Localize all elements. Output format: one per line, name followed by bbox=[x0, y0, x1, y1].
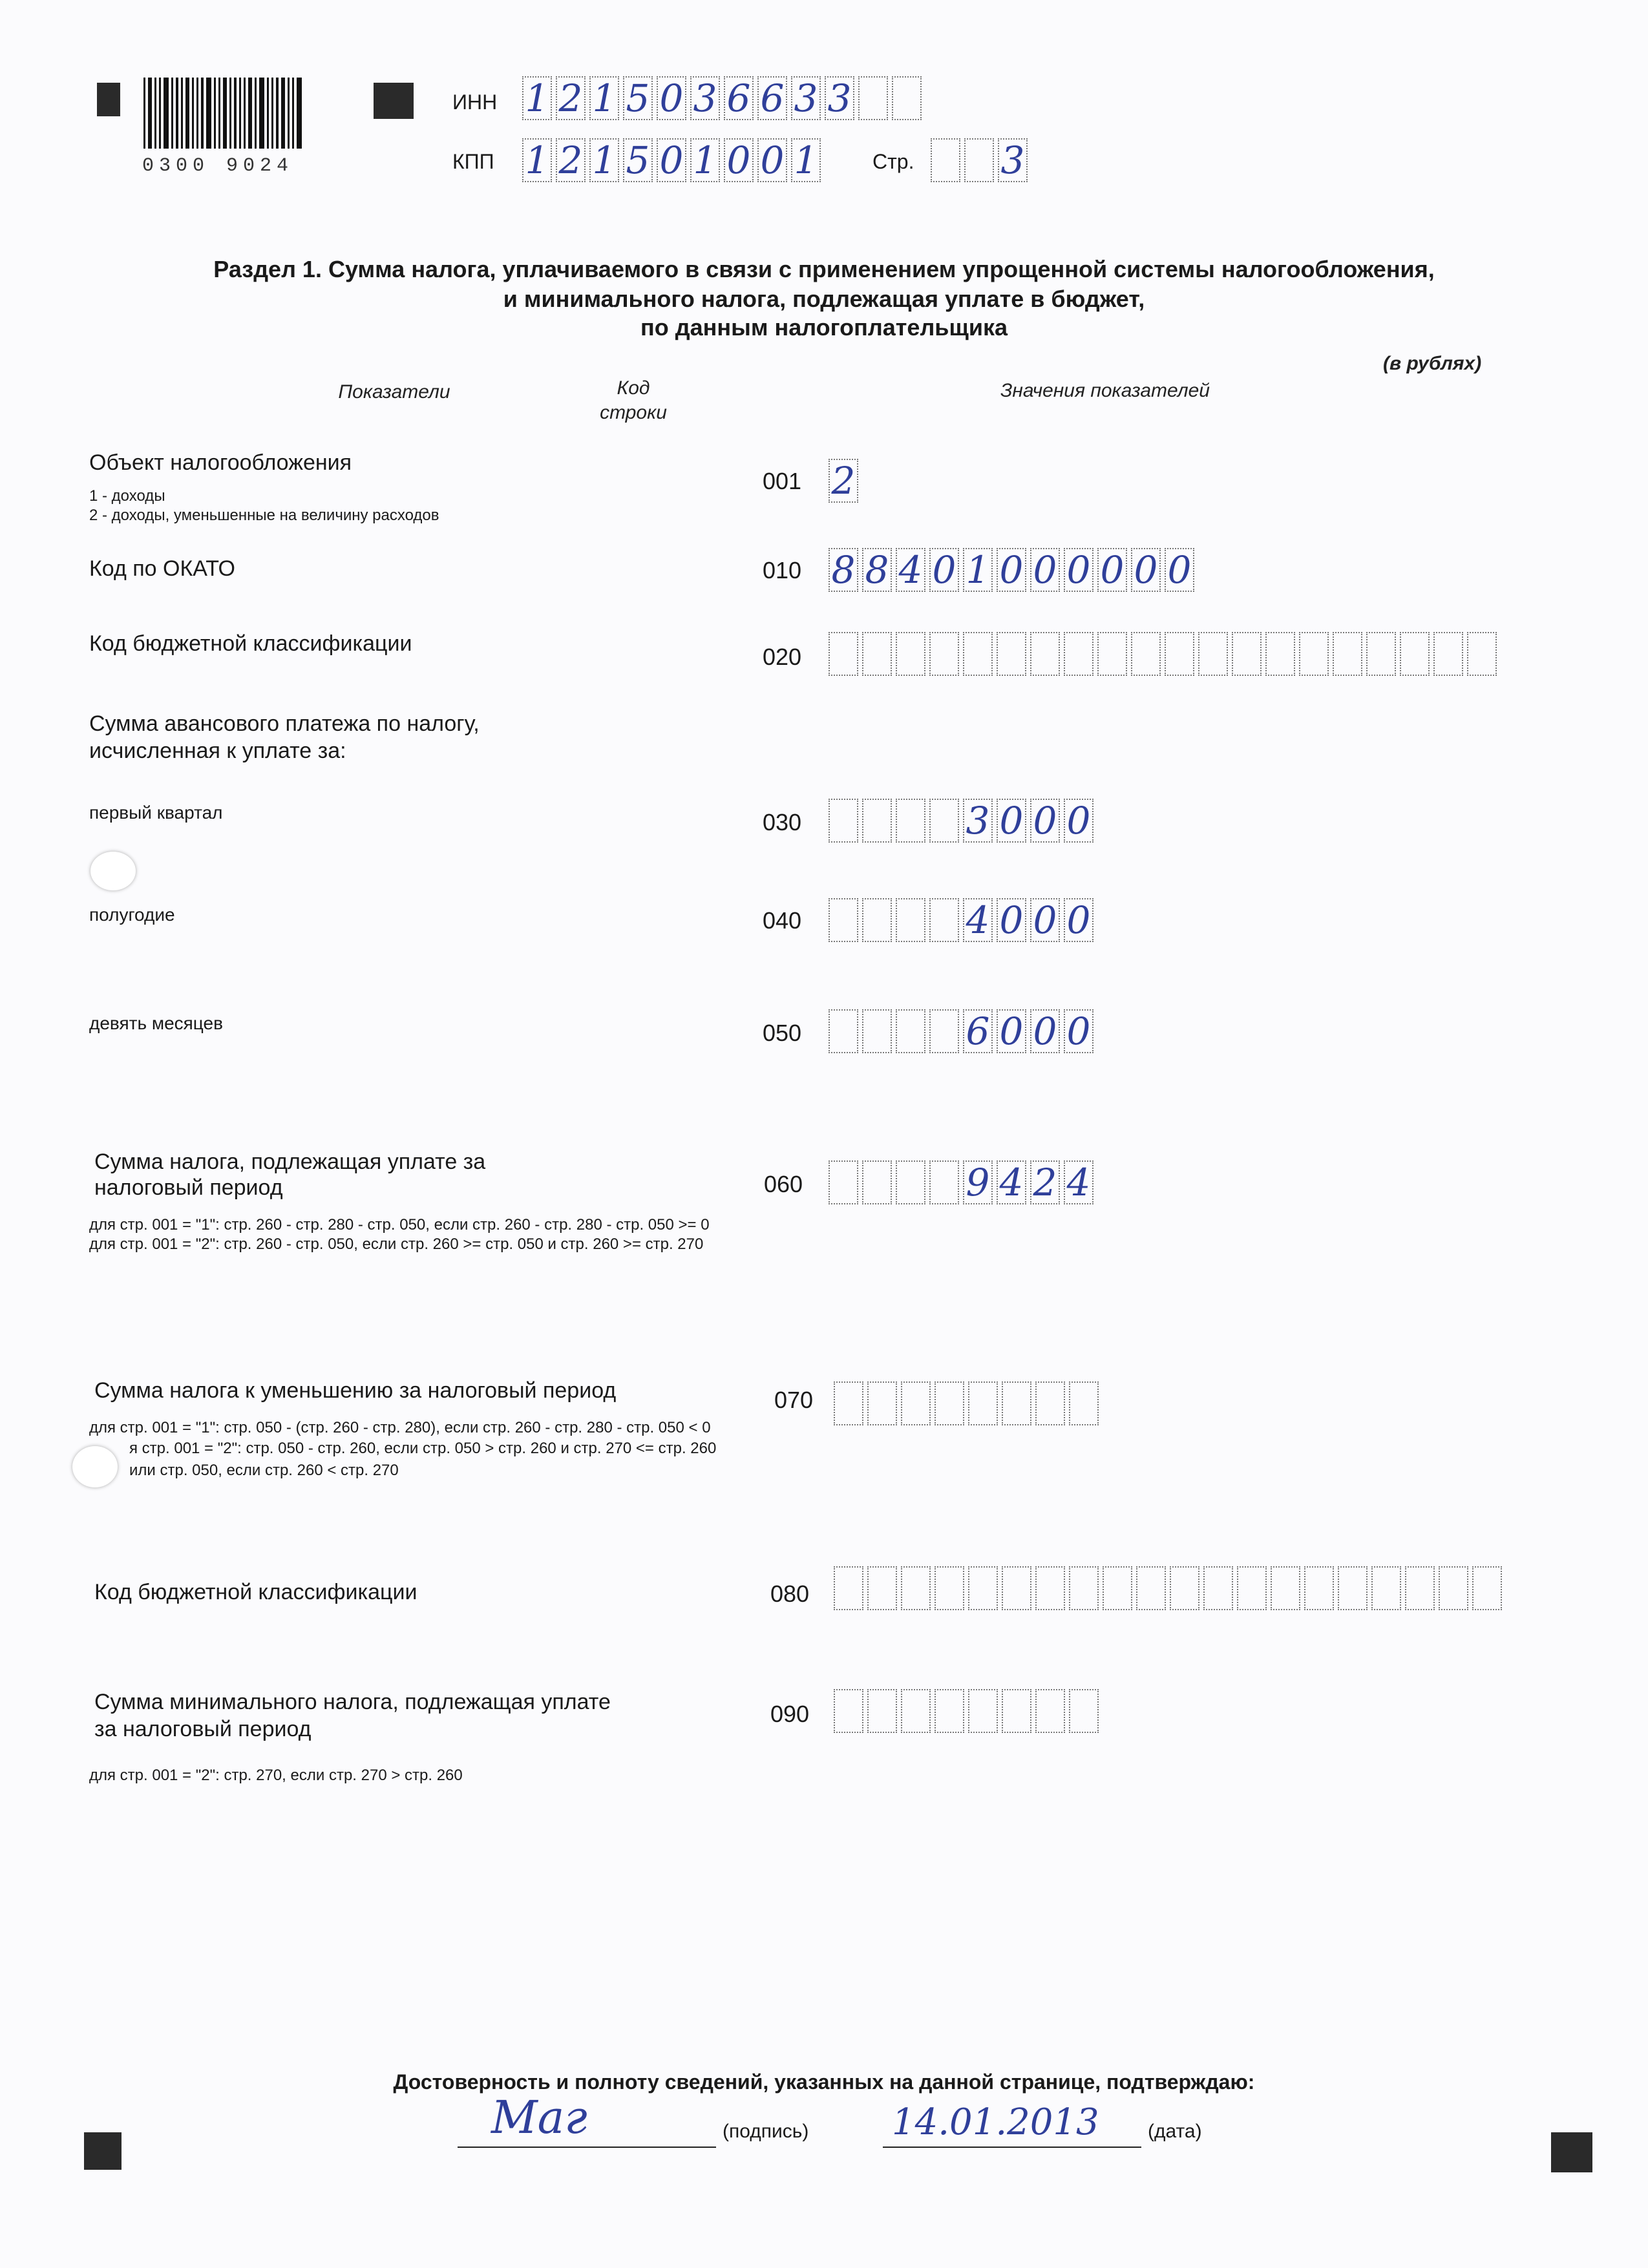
char-cell[interactable] bbox=[1203, 1566, 1233, 1610]
row-020-code: 020 bbox=[763, 644, 802, 670]
barcode bbox=[143, 78, 337, 149]
char-cell[interactable] bbox=[896, 799, 925, 843]
char-cell[interactable] bbox=[963, 632, 993, 676]
char-cell[interactable] bbox=[834, 1566, 863, 1610]
char-cell[interactable] bbox=[829, 799, 858, 843]
char-cell[interactable] bbox=[929, 632, 959, 676]
char-cell[interactable]: 9 bbox=[963, 1160, 993, 1204]
barcode-bar bbox=[297, 78, 302, 149]
barcode-bar bbox=[159, 78, 161, 149]
row-030-label: первый квартал bbox=[89, 803, 223, 823]
row-001-note1: 1 - доходы bbox=[89, 487, 165, 505]
row-050-label: девять месяцев bbox=[89, 1013, 223, 1033]
char-cell[interactable] bbox=[1338, 1566, 1368, 1610]
row-090-cells[interactable] bbox=[834, 1689, 1103, 1733]
char-cell[interactable] bbox=[862, 898, 892, 942]
char-cell[interactable]: 1 bbox=[589, 138, 619, 182]
advance-label-line1: Сумма авансового платежа по налогу, bbox=[89, 711, 480, 736]
char-cell[interactable] bbox=[862, 632, 892, 676]
char-cell[interactable] bbox=[858, 76, 888, 120]
char-cell[interactable] bbox=[1069, 1689, 1099, 1733]
char-cell[interactable]: 5 bbox=[623, 76, 653, 120]
char-cell[interactable]: 4 bbox=[896, 548, 925, 592]
row-090-note1: для стр. 001 = "2": стр. 270, если стр. 270 > стр. 260 bbox=[89, 1767, 463, 1784]
row-030-cells[interactable] bbox=[829, 799, 1097, 843]
barcode-bar bbox=[292, 78, 294, 149]
barcode-bar bbox=[171, 78, 173, 149]
char-cell[interactable]: 3 bbox=[963, 799, 993, 843]
char-cell[interactable]: 0 bbox=[1030, 799, 1060, 843]
char-cell[interactable]: 0 bbox=[997, 548, 1026, 592]
barcode-bar bbox=[148, 78, 152, 149]
signature-line bbox=[458, 2147, 716, 2148]
char-cell[interactable] bbox=[1002, 1381, 1031, 1425]
char-cell[interactable] bbox=[867, 1566, 897, 1610]
barcode-bar bbox=[176, 78, 178, 149]
row-070-code: 070 bbox=[774, 1387, 814, 1413]
char-cell[interactable]: 1 bbox=[791, 138, 821, 182]
row-060-code: 060 bbox=[764, 1171, 803, 1197]
char-cell[interactable] bbox=[935, 1566, 964, 1610]
char-cell[interactable] bbox=[1097, 632, 1127, 676]
row-060-label-line1: Сумма налога, подлежащая уплате за bbox=[94, 1150, 486, 1174]
barcode-bar bbox=[281, 78, 285, 149]
corner-mark-bottom-left bbox=[84, 2132, 121, 2170]
char-cell[interactable]: 0 bbox=[1064, 1009, 1093, 1053]
char-cell[interactable] bbox=[896, 1009, 925, 1053]
section-title-line1: Раздел 1. Сумма налога, уплачиваемого в связи с применением упрощенной системы налогообложения, bbox=[213, 256, 1435, 282]
char-cell[interactable] bbox=[1467, 632, 1497, 676]
column-indicators: Показатели bbox=[338, 381, 450, 403]
barcode-bar bbox=[223, 78, 227, 149]
char-cell[interactable]: 3 bbox=[690, 76, 720, 120]
char-cell[interactable] bbox=[862, 1160, 892, 1204]
char-cell[interactable] bbox=[1170, 1566, 1199, 1610]
row-020-cells[interactable] bbox=[829, 632, 1501, 676]
char-cell[interactable] bbox=[997, 632, 1026, 676]
char-cell[interactable] bbox=[929, 898, 959, 942]
confirmation-text: Достоверность и полноту сведений, указанных на данной странице, подтверждаю: bbox=[393, 2070, 1255, 2094]
inn-label: ИНН bbox=[452, 90, 498, 114]
char-cell[interactable] bbox=[862, 799, 892, 843]
barcode-number: 0300 9024 bbox=[142, 155, 294, 177]
page-cells[interactable] bbox=[931, 138, 1031, 182]
char-cell[interactable] bbox=[1472, 1566, 1502, 1610]
row-060-cells[interactable] bbox=[829, 1160, 1097, 1204]
row-040-cells[interactable] bbox=[829, 898, 1097, 942]
char-cell[interactable] bbox=[896, 632, 925, 676]
row-070-cells[interactable] bbox=[834, 1381, 1103, 1425]
column-values: Значения показателей bbox=[1000, 380, 1210, 401]
signature: Маг bbox=[491, 2091, 587, 2144]
char-cell[interactable]: 3 bbox=[825, 76, 854, 120]
char-cell[interactable]: 1 bbox=[522, 76, 552, 120]
char-cell[interactable]: 0 bbox=[1030, 548, 1060, 592]
section-title-line2: и минимального налога, подлежащая уплате в бюджет, bbox=[503, 286, 1145, 312]
row-010-label: Код по ОКАТО bbox=[89, 556, 235, 581]
char-cell[interactable] bbox=[1333, 632, 1362, 676]
char-cell[interactable]: 6 bbox=[963, 1009, 993, 1053]
char-cell[interactable]: 0 bbox=[1097, 548, 1127, 592]
barcode-bar bbox=[276, 78, 279, 149]
row-050-cells[interactable] bbox=[829, 1009, 1097, 1053]
row-001-note2: 2 - доходы, уменьшенные на величину расходов bbox=[89, 507, 439, 524]
char-cell[interactable]: 0 bbox=[657, 138, 686, 182]
corner-mark-bottom-right bbox=[1551, 2132, 1592, 2172]
char-cell[interactable]: 1 bbox=[963, 548, 993, 592]
char-cell[interactable] bbox=[1103, 1566, 1132, 1610]
char-cell[interactable] bbox=[867, 1689, 897, 1733]
char-cell[interactable]: 1 bbox=[522, 138, 552, 182]
row-030-code: 030 bbox=[763, 809, 802, 835]
char-cell[interactable] bbox=[935, 1381, 964, 1425]
char-cell[interactable] bbox=[1035, 1689, 1065, 1733]
barcode-bar bbox=[192, 78, 194, 149]
char-cell[interactable] bbox=[829, 1160, 858, 1204]
char-cell[interactable] bbox=[1366, 632, 1396, 676]
char-cell[interactable] bbox=[862, 1009, 892, 1053]
page-label: Стр. bbox=[872, 150, 914, 173]
row-001-label: Объект налогообложения bbox=[89, 450, 352, 475]
row-001-code: 001 bbox=[763, 468, 802, 494]
row-060-note1: для стр. 001 = "1": стр. 260 - стр. 280 - стр. 050, если стр. 260 - стр. 280 - стр. 050 >= 0 bbox=[89, 1216, 710, 1234]
barcode-bar bbox=[218, 78, 220, 149]
row-090-code: 090 bbox=[770, 1701, 810, 1727]
barcode-bar bbox=[214, 78, 216, 149]
row-070-note1: для стр. 001 = "1": стр. 050 - (стр. 260 - стр. 280), если стр. 260 - стр. 280 - стр. 050 < 0 bbox=[89, 1419, 711, 1436]
char-cell[interactable]: 2 bbox=[1030, 1160, 1060, 1204]
char-cell[interactable] bbox=[834, 1381, 863, 1425]
char-cell[interactable]: 5 bbox=[623, 138, 653, 182]
barcode-bar bbox=[143, 78, 145, 149]
char-cell[interactable]: 3 bbox=[791, 76, 821, 120]
char-cell[interactable] bbox=[929, 1160, 959, 1204]
barcode-bar bbox=[164, 78, 169, 149]
char-cell[interactable] bbox=[829, 1009, 858, 1053]
char-cell[interactable] bbox=[1237, 1566, 1267, 1610]
barcode-bar bbox=[201, 78, 204, 149]
char-cell[interactable] bbox=[829, 632, 858, 676]
section-title-line3: по данным налогоплательщика bbox=[640, 314, 1008, 341]
kpp-cells[interactable] bbox=[522, 138, 825, 182]
char-cell[interactable] bbox=[931, 138, 960, 182]
char-cell[interactable]: 2 bbox=[556, 138, 586, 182]
barcode-bar bbox=[154, 78, 156, 149]
char-cell[interactable] bbox=[1304, 1566, 1334, 1610]
corner-mark-top-left bbox=[97, 83, 120, 116]
char-cell[interactable]: 0 bbox=[1030, 1009, 1060, 1053]
char-cell[interactable] bbox=[1400, 632, 1430, 676]
char-cell[interactable]: 0 bbox=[1064, 548, 1093, 592]
char-cell[interactable]: 4 bbox=[963, 898, 993, 942]
row-070-label: Сумма налога к уменьшению за налоговый период bbox=[94, 1378, 617, 1403]
barcode-bar bbox=[234, 78, 237, 149]
row-080-cells[interactable] bbox=[834, 1566, 1506, 1610]
char-cell[interactable] bbox=[1069, 1381, 1099, 1425]
char-cell[interactable]: 6 bbox=[724, 76, 754, 120]
signature-caption: (подпись) bbox=[723, 2121, 809, 2142]
char-cell[interactable] bbox=[1232, 632, 1262, 676]
char-cell[interactable]: 0 bbox=[1064, 898, 1093, 942]
barcode-bar bbox=[248, 78, 252, 149]
char-cell[interactable] bbox=[1439, 1566, 1468, 1610]
char-cell[interactable] bbox=[1131, 632, 1161, 676]
char-cell[interactable]: 0 bbox=[997, 898, 1026, 942]
barcode-bar bbox=[259, 78, 264, 149]
row-040-code: 040 bbox=[763, 907, 802, 934]
row-090-label-line2: за налоговый период bbox=[94, 1717, 312, 1741]
barcode-bar bbox=[255, 78, 257, 149]
char-cell[interactable] bbox=[964, 138, 994, 182]
char-cell[interactable]: 0 bbox=[929, 548, 959, 592]
char-cell[interactable]: 1 bbox=[589, 76, 619, 120]
barcode-bar bbox=[267, 78, 269, 149]
char-cell[interactable] bbox=[1069, 1566, 1099, 1610]
char-cell[interactable] bbox=[1371, 1566, 1401, 1610]
char-cell[interactable]: 2 bbox=[829, 459, 858, 503]
char-cell[interactable]: 8 bbox=[829, 548, 858, 592]
inn-cells[interactable] bbox=[522, 76, 925, 120]
column-code-line2: строки bbox=[600, 402, 667, 423]
units-label: (в рублях) bbox=[1383, 353, 1482, 374]
char-cell[interactable] bbox=[1271, 1566, 1300, 1610]
char-cell[interactable]: 0 bbox=[757, 138, 787, 182]
barcode-bar bbox=[181, 78, 183, 149]
char-cell[interactable]: 1 bbox=[690, 138, 720, 182]
char-cell[interactable]: 0 bbox=[1131, 548, 1161, 592]
corner-mark-top-right bbox=[374, 83, 414, 119]
char-cell[interactable]: 0 bbox=[657, 76, 686, 120]
row-020-label: Код бюджетной классификации bbox=[89, 631, 412, 656]
row-010-cells[interactable] bbox=[829, 548, 1198, 592]
char-cell[interactable]: 0 bbox=[997, 1009, 1026, 1053]
char-cell[interactable] bbox=[929, 1009, 959, 1053]
row-040-label: полугодие bbox=[89, 905, 175, 925]
char-cell[interactable]: 0 bbox=[1064, 799, 1093, 843]
row-070-note3: или стр. 050, если стр. 260 < стр. 270 bbox=[129, 1462, 399, 1479]
barcode-bar bbox=[288, 78, 290, 149]
char-cell[interactable]: 8 bbox=[862, 548, 892, 592]
char-cell[interactable] bbox=[1299, 632, 1329, 676]
barcode-bar bbox=[206, 78, 211, 149]
char-cell[interactable] bbox=[867, 1381, 897, 1425]
char-cell[interactable] bbox=[896, 1160, 925, 1204]
char-cell[interactable] bbox=[1198, 632, 1228, 676]
row-001-cells[interactable] bbox=[829, 459, 862, 503]
char-cell[interactable] bbox=[892, 76, 922, 120]
char-cell[interactable] bbox=[829, 898, 858, 942]
barcode-bar bbox=[185, 78, 189, 149]
char-cell[interactable] bbox=[1002, 1689, 1031, 1733]
date-value: 14.01.2013 bbox=[892, 2101, 1099, 2143]
row-070-note2: я стр. 001 = "2": стр. 050 - стр. 260, если стр. 050 > стр. 260 и стр. 270 <= стр. 260 bbox=[129, 1440, 717, 1457]
char-cell[interactable] bbox=[1433, 632, 1463, 676]
char-cell[interactable]: 6 bbox=[757, 76, 787, 120]
char-cell[interactable] bbox=[935, 1689, 964, 1733]
char-cell[interactable] bbox=[901, 1566, 931, 1610]
column-code-line1: Код bbox=[617, 377, 650, 399]
row-080-code: 080 bbox=[770, 1580, 810, 1607]
row-060-label-line2: налоговый период bbox=[94, 1175, 283, 1200]
char-cell[interactable] bbox=[1405, 1566, 1435, 1610]
char-cell[interactable] bbox=[901, 1689, 931, 1733]
row-090-label-line1: Сумма минимального налога, подлежащая уплате bbox=[94, 1690, 611, 1714]
char-cell[interactable]: 3 bbox=[998, 138, 1028, 182]
char-cell[interactable] bbox=[1035, 1381, 1065, 1425]
char-cell[interactable]: 2 bbox=[556, 76, 586, 120]
char-cell[interactable]: 4 bbox=[1064, 1160, 1093, 1204]
char-cell[interactable] bbox=[834, 1689, 863, 1733]
barcode-bar bbox=[239, 78, 241, 149]
char-cell[interactable] bbox=[968, 1566, 998, 1610]
char-cell[interactable] bbox=[1035, 1566, 1065, 1610]
barcode-bar bbox=[229, 78, 231, 149]
punch-hole bbox=[72, 1446, 118, 1487]
char-cell[interactable] bbox=[968, 1381, 998, 1425]
date-caption: (дата) bbox=[1148, 2121, 1202, 2142]
kpp-label: КПП bbox=[452, 150, 494, 173]
char-cell[interactable] bbox=[1136, 1566, 1166, 1610]
char-cell[interactable] bbox=[901, 1381, 931, 1425]
barcode-bar bbox=[271, 78, 273, 149]
row-080-label: Код бюджетной классификации bbox=[94, 1580, 417, 1604]
char-cell[interactable]: 0 bbox=[997, 799, 1026, 843]
char-cell[interactable] bbox=[1002, 1566, 1031, 1610]
char-cell[interactable] bbox=[929, 799, 959, 843]
barcode-bar bbox=[196, 78, 198, 149]
char-cell[interactable]: 0 bbox=[724, 138, 754, 182]
row-010-code: 010 bbox=[763, 557, 802, 583]
barcode-bar bbox=[244, 78, 246, 149]
char-cell[interactable] bbox=[1030, 632, 1060, 676]
char-cell[interactable]: 0 bbox=[1165, 548, 1194, 592]
char-cell[interactable]: 4 bbox=[997, 1160, 1026, 1204]
date-line bbox=[883, 2147, 1141, 2148]
char-cell[interactable] bbox=[896, 898, 925, 942]
char-cell[interactable] bbox=[968, 1689, 998, 1733]
punch-hole bbox=[90, 852, 136, 890]
advance-label-line2: исчисленная к уплате за: bbox=[89, 739, 346, 763]
row-060-note2: для стр. 001 = "2": стр. 260 - стр. 050, если стр. 260 >= стр. 050 и стр. 260 >= стр. 270 bbox=[89, 1235, 704, 1253]
char-cell[interactable] bbox=[1165, 632, 1194, 676]
char-cell[interactable] bbox=[1265, 632, 1295, 676]
char-cell[interactable] bbox=[1064, 632, 1093, 676]
char-cell[interactable]: 0 bbox=[1030, 898, 1060, 942]
row-050-code: 050 bbox=[763, 1020, 802, 1046]
